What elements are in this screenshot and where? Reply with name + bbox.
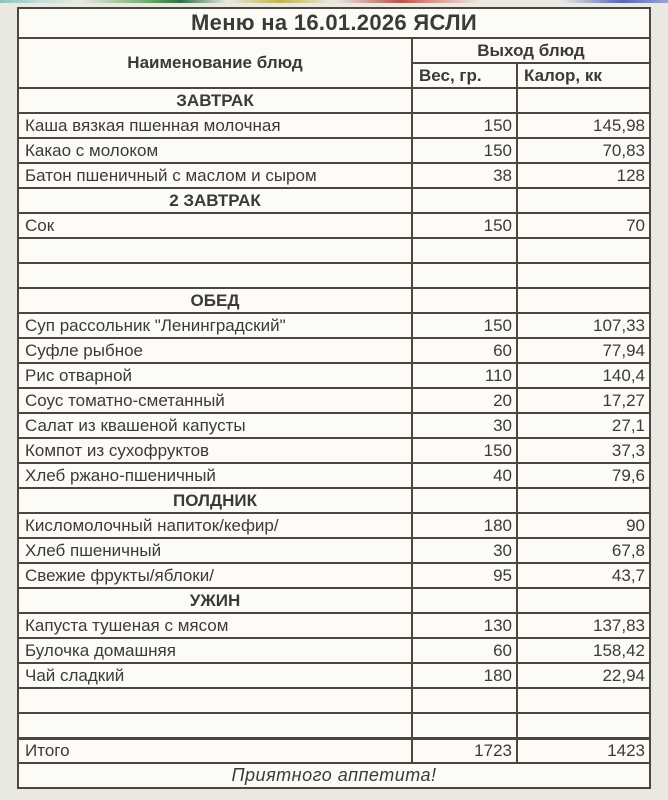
dish-calories: 70 xyxy=(517,213,650,238)
footer-message: Приятного аппетита! xyxy=(18,763,650,788)
dish-weight: 150 xyxy=(412,313,517,338)
dish-row xyxy=(18,213,650,238)
dish-name: Капуста тушеная с мясом xyxy=(18,613,412,638)
empty-calories-cell xyxy=(517,188,650,213)
empty-calories-cell xyxy=(517,713,650,738)
dish-name: Свежие фрукты/яблоки/ xyxy=(18,563,412,588)
empty-weight-cell xyxy=(412,263,517,288)
dish-weight: 95 xyxy=(412,563,517,588)
dish-calories: 137,83 xyxy=(517,613,650,638)
title-row xyxy=(18,8,650,38)
empty-weight-cell xyxy=(412,713,517,738)
empty-weight-cell xyxy=(412,238,517,263)
empty-name-cell xyxy=(18,238,412,263)
section-row xyxy=(18,88,650,113)
empty-calories-cell xyxy=(517,263,650,288)
dish-calories: 79,6 xyxy=(517,463,650,488)
dish-calories: 43,7 xyxy=(517,563,650,588)
dish-row xyxy=(18,363,650,388)
dish-weight: 110 xyxy=(412,363,517,388)
empty-name-cell xyxy=(18,713,412,738)
dish-name: Кисломолочный напиток/кефир/ xyxy=(18,513,412,538)
dish-calories: 107,33 xyxy=(517,313,650,338)
dish-row xyxy=(18,538,650,563)
empty-calories-cell xyxy=(517,238,650,263)
section-label: ЗАВТРАК xyxy=(18,88,412,113)
dish-row xyxy=(18,113,650,138)
dish-name: Булочка домашняя xyxy=(18,638,412,663)
section-row xyxy=(18,488,650,513)
empty-calories-cell xyxy=(517,88,650,113)
dish-name: Рис отварной xyxy=(18,363,412,388)
dish-weight: 150 xyxy=(412,138,517,163)
dish-weight: 150 xyxy=(412,113,517,138)
total-label: Итого xyxy=(18,738,412,763)
section-label: 2 ЗАВТРАК xyxy=(18,188,412,213)
empty-calories-cell xyxy=(517,488,650,513)
dish-weight: 130 xyxy=(412,613,517,638)
dish-name: Батон пшеничный с маслом и сыром xyxy=(18,163,412,188)
dish-weight: 38 xyxy=(412,163,517,188)
dish-name: Каша вязкая пшенная молочная xyxy=(18,113,412,138)
empty-name-cell xyxy=(18,688,412,713)
dish-weight: 30 xyxy=(412,538,517,563)
empty-row xyxy=(18,238,650,263)
dish-calories: 90 xyxy=(517,513,650,538)
header-row-1 xyxy=(18,38,650,63)
dish-name: Салат из квашеной капусты xyxy=(18,413,412,438)
dish-row xyxy=(18,638,650,663)
dish-weight: 180 xyxy=(412,513,517,538)
dish-calories: 22,94 xyxy=(517,663,650,688)
empty-calories-cell xyxy=(517,588,650,613)
menu-table xyxy=(17,7,651,789)
menu-rows xyxy=(18,88,650,738)
total-calories: 1423 xyxy=(517,738,650,763)
total-weight: 1723 xyxy=(412,738,517,763)
dish-calories: 158,42 xyxy=(517,638,650,663)
dish-name: Хлеб ржано-пшеничный xyxy=(18,463,412,488)
empty-name-cell xyxy=(18,263,412,288)
empty-row xyxy=(18,713,650,738)
dish-row xyxy=(18,313,650,338)
section-label: УЖИН xyxy=(18,588,412,613)
dish-row xyxy=(18,338,650,363)
empty-row xyxy=(18,263,650,288)
empty-weight-cell xyxy=(412,188,517,213)
page-title: Меню на 16.01.2026 ЯСЛИ xyxy=(18,8,650,38)
dish-calories: 145,98 xyxy=(517,113,650,138)
dish-calories: 77,94 xyxy=(517,338,650,363)
section-row xyxy=(18,588,650,613)
dish-calories: 27,1 xyxy=(517,413,650,438)
empty-weight-cell xyxy=(412,488,517,513)
dish-calories: 70,83 xyxy=(517,138,650,163)
section-row xyxy=(18,188,650,213)
column-header-calories: Калор, кк xyxy=(517,63,650,88)
empty-weight-cell xyxy=(412,88,517,113)
empty-weight-cell xyxy=(412,288,517,313)
dish-weight: 180 xyxy=(412,663,517,688)
empty-calories-cell xyxy=(517,688,650,713)
dish-row xyxy=(18,163,650,188)
dish-calories: 67,8 xyxy=(517,538,650,563)
dish-weight: 60 xyxy=(412,338,517,363)
dish-calories: 17,27 xyxy=(517,388,650,413)
footer-row xyxy=(18,763,650,788)
scanner-artifact-strip xyxy=(0,0,668,3)
dish-name: Чай сладкий xyxy=(18,663,412,688)
section-label: ОБЕД xyxy=(18,288,412,313)
empty-row xyxy=(18,688,650,713)
empty-weight-cell xyxy=(412,688,517,713)
dish-calories: 140,4 xyxy=(517,363,650,388)
section-label: ПОЛДНИК xyxy=(18,488,412,513)
dish-row xyxy=(18,663,650,688)
dish-row xyxy=(18,138,650,163)
dish-row xyxy=(18,388,650,413)
dish-weight: 150 xyxy=(412,438,517,463)
dish-weight: 60 xyxy=(412,638,517,663)
dish-row xyxy=(18,613,650,638)
column-header-name: Наименование блюд xyxy=(18,38,412,88)
dish-name: Компот из сухофруктов xyxy=(18,438,412,463)
dish-weight: 30 xyxy=(412,413,517,438)
column-header-weight: Вес, гр. xyxy=(412,63,517,88)
dish-row xyxy=(18,563,650,588)
dish-name: Какао с молоком xyxy=(18,138,412,163)
dish-weight: 20 xyxy=(412,388,517,413)
total-row xyxy=(18,738,650,763)
dish-name: Суп рассольник "Ленинградский" xyxy=(18,313,412,338)
dish-name: Сок xyxy=(18,213,412,238)
empty-weight-cell xyxy=(412,588,517,613)
dish-name: Суфле рыбное xyxy=(18,338,412,363)
dish-weight: 40 xyxy=(412,463,517,488)
dish-calories: 128 xyxy=(517,163,650,188)
dish-name: Соус томатно-сметанный xyxy=(18,388,412,413)
dish-row xyxy=(18,513,650,538)
section-row xyxy=(18,288,650,313)
dish-calories: 37,3 xyxy=(517,438,650,463)
dish-weight: 150 xyxy=(412,213,517,238)
empty-calories-cell xyxy=(517,288,650,313)
dish-row xyxy=(18,413,650,438)
column-header-output: Выход блюд xyxy=(412,38,650,63)
dish-name: Хлеб пшеничный xyxy=(18,538,412,563)
dish-row xyxy=(18,463,650,488)
dish-row xyxy=(18,438,650,463)
